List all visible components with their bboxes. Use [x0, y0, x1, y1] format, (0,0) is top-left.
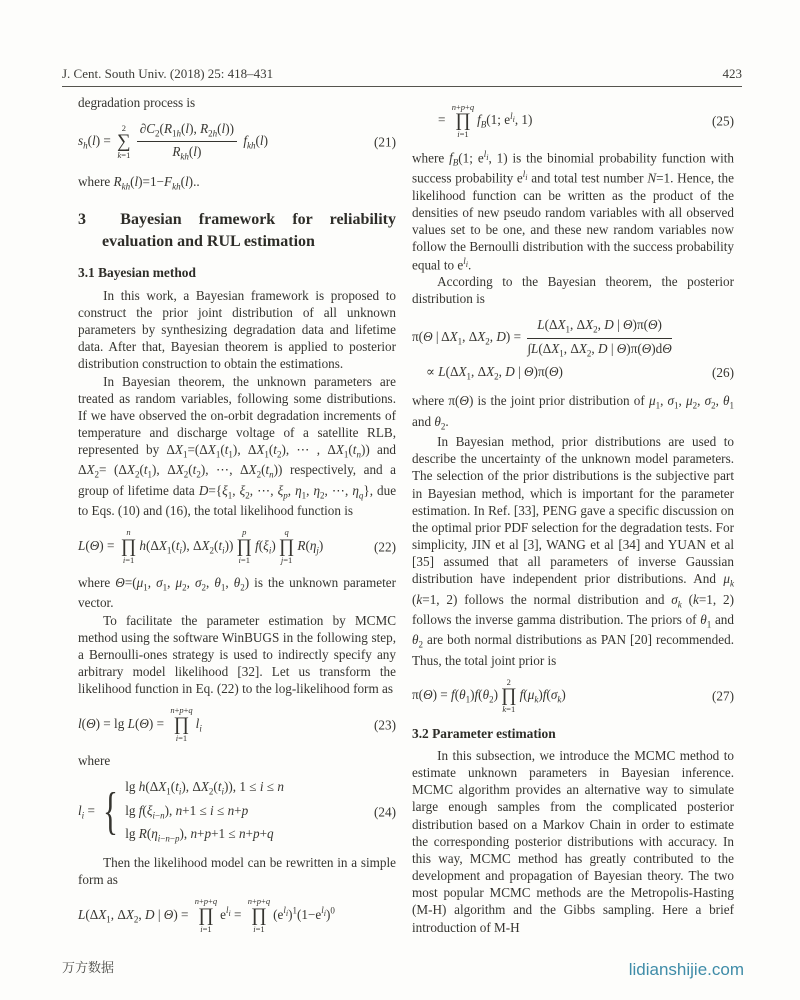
right-column — [412, 94, 734, 936]
equation-rewrite — [78, 897, 396, 934]
equation-27-number: (27) — [712, 688, 734, 704]
where-26: where π(Θ) is the joint prior distribution of $\mu_1$, $\sigma_1$, $\mu_2$, $\sigma_2$, $\theta_1$ and $\theta_2$. — [412, 393, 735, 432]
equation-23-body: l(Θ) = lg L(Θ) = n+p+q ∏ i=1 $l_i$ — [78, 705, 202, 743]
subsection-3-1-heading: 3.1 Bayesian method — [78, 265, 196, 281]
paragraph: Then the likelihood model can be rewritten in a simple form as — [78, 855, 396, 888]
section-3-heading: 3 Bayesian framework for reliability evaluation and RUL estimation — [78, 211, 396, 250]
where-25: where $f_B(1$; $e^{l_i}$, 1) is the binomial probability function with success probability $e^{l_i}$ and total test number N=1. Hence, the likelihood function can be written as the product of the densities of new pseudo random variables with all observed values set to be one, and these new random variables now follow the Bernoulli distribution with the success probability equal to $e^{l_i}$. — [412, 148, 735, 273]
equation-21 — [78, 120, 396, 164]
equation-22 — [78, 528, 396, 565]
equation-26-line1: π(Θ | $\Delta X_1$, $\Delta X_2$, D) = $\frac{L(\Delta X_1, \Delta X_2, D | \Theta)\pi(\Theta)}{\int L(\Delta X_1, \Delta X_2, D | \Theta)\pi(\Theta)d\Theta}$ — [412, 317, 672, 359]
equation-21-number: (21) — [374, 134, 396, 150]
equation-21-body: $s_h(l)$ = 2 ∑ k=1 $\frac{\partial C_2(R_{1h}(l), R_{2h}(l))}{R_{kh}(l)}$ $f_{kh}(l)$ — [78, 121, 268, 163]
page-header — [62, 66, 742, 87]
lidianshijie-link[interactable]: lidianshijie.com — [628, 960, 744, 979]
equation-27-body: $\pi(\Theta) = f(\theta_1)f(\theta_2)$ 2 ∏ k=1 $f(\mu_k)f(\sigma_k)$ — [412, 676, 566, 715]
equation-24 — [78, 778, 396, 845]
paragraph: According to the Bayesian theorem, the posterior distribution is — [412, 274, 734, 307]
equation-24-body: $l_i$ = { $\lg h(\Delta X_1(t_i)$, $\Delta X_2(t_i)$), 1 ≤ i ≤ n $\lg f(\xi_{i-n})$, n+1 ≤ i ≤ n+p $\lg R(\eta_{i-n-p})$, n+p+1 ≤ n+p+q — [78, 779, 284, 844]
equation-25 — [412, 103, 734, 140]
equation-25-number: (25) — [712, 113, 734, 129]
equation-26-line2: ∝ $L(\Delta X_1$, $\Delta X_2$, D | Θ)π(Θ) — [426, 364, 563, 382]
subsection-3-2-heading: 3.2 Parameter estimation — [412, 725, 556, 741]
paragraph: In Bayesian theorem, the unknown parameters are treated as random variables, following some distributions. If we have observed the on-orbit degradation increments of temperature and discharge voltage of a satellite RLB, represented by $\Delta X_1=(\Delta X_1(t_1)$, $\Delta X_1(t_2)$, ⋯ , $\Delta X_1(t_n)$) and $\Delta X_2= (\Delta X_2(t_1)$, $\Delta X_2(t_2)$, ⋯, $\Delta X_2(t_n)$) respectively, and a group of lifetime data $D=\{\xi_1$, $\xi_2$, ⋯, $\xi_p$, $\eta_1$, $\eta_2$, ⋯, $\eta_q$}, due to Eqs. (10) and (16), the total likelihood function is — [78, 373, 397, 519]
where-21: where $R_{kh}(l)=1-F_{kh}(l)$.. — [78, 173, 200, 192]
paragraph: In Bayesian method, prior distributions are used to describe the uncertainty of the unknown model parameters. The selection of the prior distributions is the subjective part in Bayesian method, which is important for the parameter estimation. In Ref. [33], PENG gave a specific discussion on the optimal prior PDF selection for the degradation tests. For simplicity, JIN et al [3], WANG et al [34] and YUAN et al [35] assumed that all parameters of inverse Gaussian distribution have independent prior distributions. And $\mu_k$ (k=1, 2) follows the normal distribution and $\sigma_k$ (k=1, 2) follows the inverse gamma distribution. The priors of $\theta_1$ and $\theta_2$ are both normal distributions as PAN [20] recommended. Thus, the total joint prior is — [412, 434, 734, 668]
paragraph: To facilitate the parameter estimation by MCMC method using the software WinBUGS in the following step, a Bernoulli-ones strategy is used to indirectly specify any arbitrary model likelihood [32]. Let us transform the likelihood function in Eq. (22) to the log-likelihood form as — [78, 612, 396, 697]
journal-citation: J. Cent. South Univ. (2018) 25: 418–431 — [62, 66, 274, 81]
equation-22-body: L(Θ) = n ∏ i=1 $h(\Delta X_1(t_i)$, $\Delta X_2(t_i)$) p ∏ i=1 $f(\xi_i)$ q ∏ j=1 $R(\eta_j)$ — [78, 527, 324, 565]
equation-23-number: (23) — [374, 717, 396, 733]
equation-27 — [412, 678, 734, 715]
page-number: 423 — [722, 66, 742, 81]
wanfang-watermark: 万方数据 — [62, 961, 115, 976]
left-column — [78, 94, 396, 943]
equation-26 — [412, 316, 734, 383]
where-22: where $\Theta=(\mu_1$, $\sigma_1$, $\mu_2$, $\sigma_2$, $\theta_1$, $\theta_2$) is the unknown parameter vector. — [78, 575, 397, 611]
equation-25-body: = n+p+q ∏ i=1 $f_B(1$; $e^{l_i}$, 1) — [438, 102, 533, 140]
equation-rewrite-body: $L(\Delta X_1$, $\Delta X_2$, D | Θ) = n+p+q ∏ i=1 $e^{l_i}$ = n+p+q ∏ i=1 $(e^{l_i})^1(1-e^{l_i})^0$ — [78, 896, 335, 934]
paragraph: In this work, a Bayesian framework is proposed to construct the prior joint distribution of all unknown parameters by synthesizing degradation data and lifetime data. After that, Bayesian theorem is applied to posterior distribution construction to obtain the estimations. — [78, 287, 396, 372]
equation-22-number: (22) — [374, 539, 396, 555]
equation-23 — [78, 706, 396, 743]
where-word: where — [78, 753, 111, 769]
equation-26-number: (26) — [712, 365, 734, 381]
lead-text: degradation process is — [78, 95, 196, 110]
equation-24-number: (24) — [374, 804, 396, 820]
paragraph: In this subsection, we introduce the MCMC method to estimate unknown parameters in Bayesian inference. MCMC algorithm provides an alternative way to simulate large enough samples from the complicated posterior distribution based on a Markov Chain in order to estimate the corresponding posterior distributions with accuracy. In this way, MCMC method has greatly contributed to the development and propagation of Bayesian theory. The two most popular MCMC methods are the Metropolis-Hasting (M-H) algorithm and the Gibbs sampling. Here a brief introduction of M-H — [412, 748, 734, 935]
